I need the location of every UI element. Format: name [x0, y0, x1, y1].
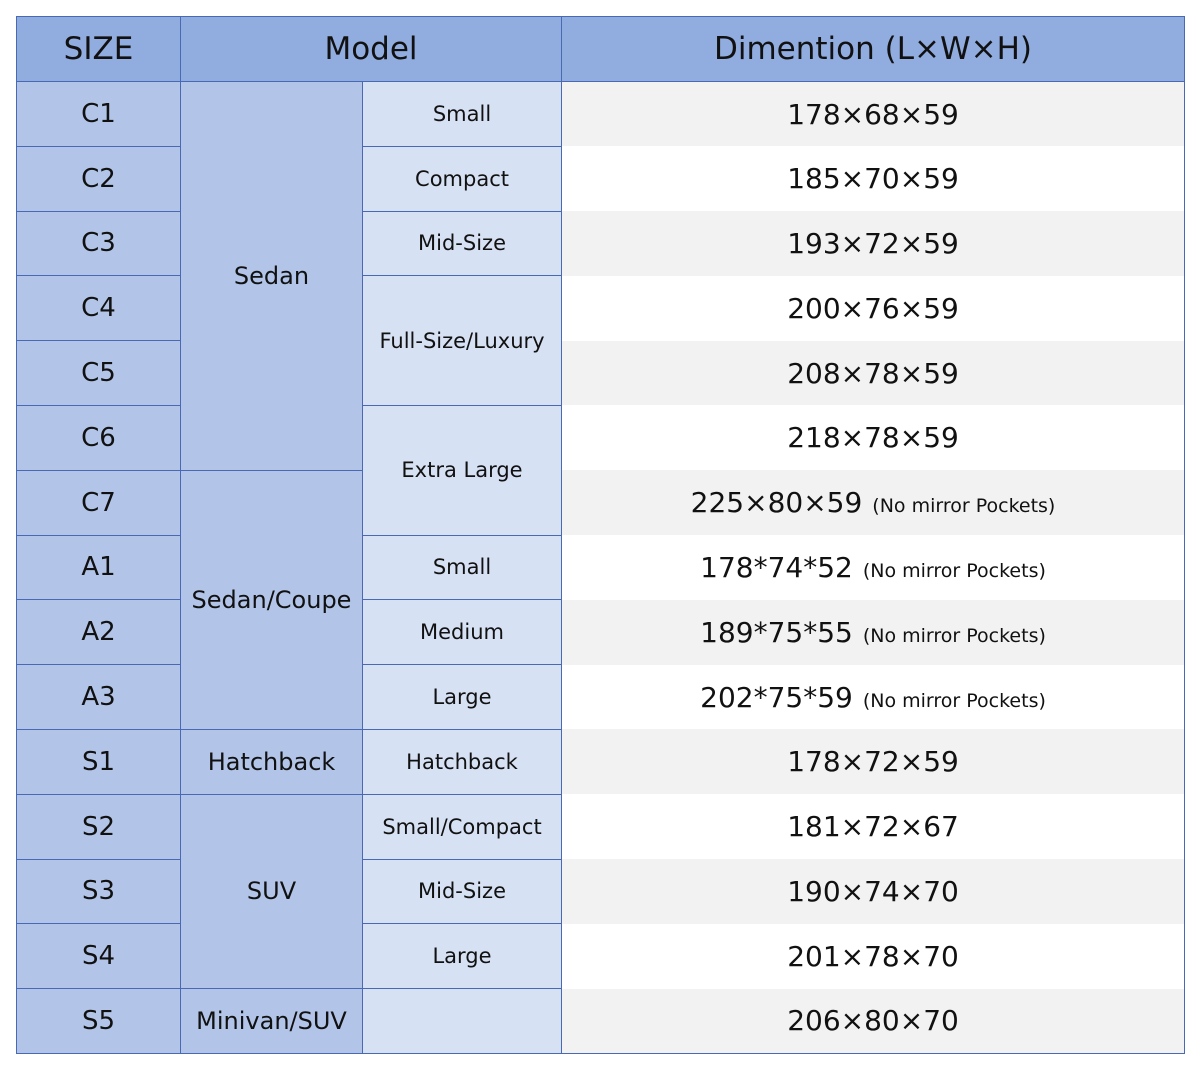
dimension-cell: [562, 794, 1185, 859]
dimension-cell: [562, 924, 1185, 989]
dimension-value: 190×74×70: [787, 874, 959, 908]
dimension-cell: [562, 341, 1185, 406]
dimension-cell: [562, 665, 1185, 730]
dimension-value: 208×78×59: [787, 356, 959, 390]
sub-model-cell: [363, 989, 562, 1054]
model-cell: Sedan: [181, 82, 363, 471]
dimension-value: 206×80×70: [787, 1004, 959, 1038]
dimension-value: 225×80×59: [690, 486, 863, 520]
table-row: [17, 470, 1185, 535]
sub-model-cell: Small: [363, 82, 562, 147]
size-cell: C5: [17, 341, 181, 406]
dimension-cell: [562, 405, 1185, 470]
header-size: SIZE: [17, 17, 181, 82]
table-row: [17, 729, 1185, 794]
size-chart-table: [16, 16, 1185, 1054]
sub-model-cell: Large: [363, 924, 562, 989]
dimension-cell: [562, 535, 1185, 600]
dimension-cell: [562, 989, 1185, 1054]
size-cell: S5: [17, 989, 181, 1054]
sub-model-cell: Full-Size/Luxury: [363, 276, 562, 406]
model-cell: Sedan/Coupe: [181, 470, 363, 729]
dimension-cell: [562, 859, 1185, 924]
table-row: [17, 82, 1185, 147]
sub-model-cell: Large: [363, 665, 562, 730]
size-cell: S1: [17, 729, 181, 794]
sub-model-cell: Mid-Size: [363, 859, 562, 924]
dimension-cell: [562, 729, 1185, 794]
size-cell: A2: [17, 600, 181, 665]
sub-model-cell: Hatchback: [363, 729, 562, 794]
dimension-value: 178×72×59: [787, 745, 959, 779]
dimension-note: (No mirror Pockets): [862, 689, 1046, 712]
size-cell: S3: [17, 859, 181, 924]
table-row: [17, 794, 1185, 859]
dimension-value: 200×76×59: [787, 291, 959, 325]
dimension-value: 178×68×59: [787, 97, 959, 131]
header-dimension: Dimention (L×W×H): [562, 17, 1185, 82]
dimension-note: (No mirror Pockets): [862, 559, 1046, 582]
dimension-value: 201×78×70: [787, 939, 959, 973]
size-cell: C7: [17, 470, 181, 535]
dimension-value: 218×78×59: [787, 421, 959, 455]
dimension-note: (No mirror Pockets): [862, 624, 1046, 647]
model-cell: SUV: [181, 794, 363, 988]
dimension-note: (No mirror Pockets): [872, 495, 1056, 518]
size-cell: S4: [17, 924, 181, 989]
dimension-value: 189*75*55: [700, 615, 853, 649]
sub-model-cell: Small/Compact: [363, 794, 562, 859]
size-cell: C2: [17, 146, 181, 211]
dimension-cell: [562, 470, 1185, 535]
size-cell: A3: [17, 665, 181, 730]
dimension-cell: [562, 82, 1185, 147]
sub-model-cell: Extra Large: [363, 405, 562, 535]
size-cell: A1: [17, 535, 181, 600]
sub-model-cell: Mid-Size: [363, 211, 562, 276]
dimension-cell: [562, 276, 1185, 341]
header-model: Model: [181, 17, 562, 82]
dimension-cell: [562, 146, 1185, 211]
model-cell: Minivan/SUV: [181, 989, 363, 1054]
size-cell: C4: [17, 276, 181, 341]
dimension-cell: [562, 600, 1185, 665]
sub-model-cell: Compact: [363, 146, 562, 211]
sub-model-cell: Small: [363, 535, 562, 600]
sub-model-cell: Medium: [363, 600, 562, 665]
size-cell: C1: [17, 82, 181, 147]
model-cell: Hatchback: [181, 729, 363, 794]
dimension-cell: [562, 211, 1185, 276]
table-row: [17, 989, 1185, 1054]
size-cell: C6: [17, 405, 181, 470]
dimension-value: 181×72×67: [787, 810, 959, 844]
size-cell: C3: [17, 211, 181, 276]
size-cell: S2: [17, 794, 181, 859]
dimension-value: 178*74*52: [700, 550, 853, 584]
dimension-value: 185×70×59: [787, 162, 959, 196]
dimension-value: 193×72×59: [787, 226, 959, 260]
dimension-value: 202*75*59: [700, 680, 853, 714]
header-row: [17, 17, 1185, 82]
